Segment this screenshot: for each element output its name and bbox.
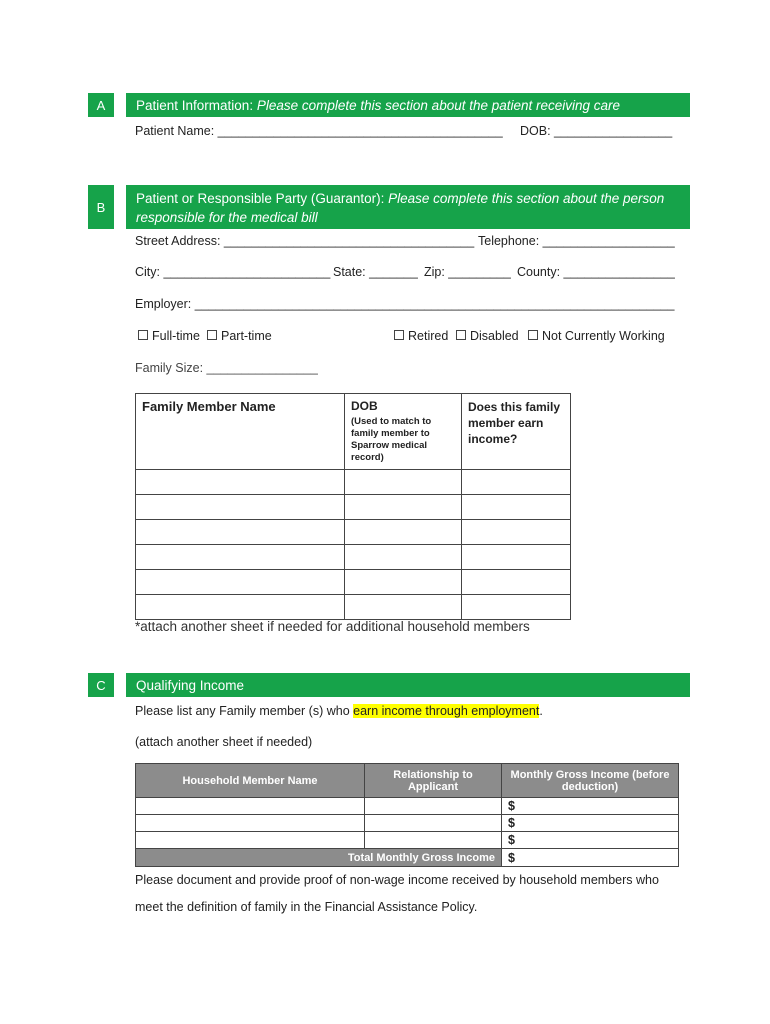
income-name-cell[interactable] <box>136 832 365 849</box>
telephone-field[interactable]: Telephone: ___________________ <box>478 234 675 248</box>
section-c-header <box>126 673 690 697</box>
family-earn-cell[interactable] <box>462 595 571 620</box>
family-name-cell[interactable] <box>136 570 345 595</box>
family-col-earn: Does this family member earn income? <box>462 394 571 470</box>
family-dob-cell[interactable] <box>345 545 462 570</box>
income-name-cell[interactable] <box>136 815 365 832</box>
dollar-sign: $ <box>508 833 515 847</box>
patient-dob-field[interactable]: DOB: _________________ <box>520 124 673 138</box>
income-relationship-cell[interactable] <box>365 815 502 832</box>
family-dob-cell[interactable] <box>345 595 462 620</box>
dollar-sign: $ <box>508 799 515 813</box>
income-name-cell[interactable] <box>136 798 365 815</box>
dollar-sign: $ <box>508 850 515 865</box>
checkbox-parttime[interactable] <box>207 330 217 340</box>
family-name-cell[interactable] <box>136 545 345 570</box>
option-parttime[interactable] <box>207 329 272 343</box>
family-dob-cell[interactable] <box>345 520 462 545</box>
table-row <box>136 545 571 570</box>
section-a-letter: A <box>96 97 106 113</box>
income-relationship-cell[interactable] <box>365 832 502 849</box>
option-not-working[interactable] <box>528 329 665 343</box>
option-not-working-label: Not Currently Working <box>542 329 665 343</box>
income-instruction-text: Please list any Family member (s) who <box>135 704 354 718</box>
income-instruction <box>135 704 543 718</box>
option-retired[interactable] <box>394 329 448 343</box>
street-address-field[interactable]: Street Address: ____________________________________ <box>135 234 475 248</box>
family-dob-cell[interactable] <box>345 470 462 495</box>
income-attach-note: (attach another sheet if needed) <box>135 735 313 749</box>
table-row <box>136 798 679 815</box>
section-b-subtitle-2: responsible for the medical bill <box>136 210 318 225</box>
section-b-marker <box>88 185 114 229</box>
city-field[interactable]: City: ________________________ <box>135 265 331 279</box>
section-a-marker <box>88 93 114 117</box>
table-row <box>136 470 571 495</box>
option-retired-label: Retired <box>408 329 449 343</box>
section-c-letter: C <box>96 677 106 693</box>
family-dob-cell[interactable] <box>345 495 462 520</box>
income-amount-cell[interactable] <box>502 798 679 815</box>
income-col-name: Household Member Name <box>136 764 365 798</box>
table-row <box>136 495 571 520</box>
family-name-cell[interactable] <box>136 495 345 520</box>
family-name-cell[interactable] <box>136 595 345 620</box>
option-fulltime[interactable] <box>138 329 200 343</box>
total-row <box>136 849 679 867</box>
section-c-marker <box>88 673 114 697</box>
section-b-title: Patient or Responsible Party (Guarantor): <box>136 191 385 206</box>
employer-field[interactable]: Employer: _____________________________________________________________________ <box>135 297 675 311</box>
income-col-monthly: Monthly Gross Income (before deduction) <box>502 764 679 798</box>
section-a-header <box>126 93 690 117</box>
family-members-table <box>135 393 571 620</box>
section-c-title: Qualifying Income <box>136 677 245 693</box>
total-amount-cell[interactable] <box>502 849 679 867</box>
section-b-subtitle-1: Please complete this section about the person <box>388 191 665 206</box>
income-instruction-end: . <box>539 704 543 718</box>
income-table <box>135 763 679 867</box>
option-disabled[interactable] <box>456 329 519 343</box>
state-field[interactable]: State: _______ <box>333 265 418 279</box>
total-label-text: Total Monthly Gross Income <box>347 851 495 864</box>
income-instruction-highlight: earn income through employment <box>353 704 540 718</box>
zip-field[interactable]: Zip: _________ <box>424 265 511 279</box>
county-field[interactable]: County: ________________ <box>517 265 675 279</box>
table-row <box>136 570 571 595</box>
family-earn-cell[interactable] <box>462 520 571 545</box>
table-row <box>136 832 679 849</box>
checkbox-disabled[interactable] <box>456 330 466 340</box>
family-earn-cell[interactable] <box>462 470 571 495</box>
section-b-header <box>126 185 690 229</box>
patient-name-field[interactable]: Patient Name: _________________________________________ <box>135 124 503 138</box>
table-row <box>136 520 571 545</box>
family-col-name: Family Member Name <box>136 394 345 470</box>
income-relationship-cell[interactable] <box>365 798 502 815</box>
checkbox-retired[interactable] <box>394 330 404 340</box>
option-parttime-label: Part-time <box>221 329 272 343</box>
family-col-dob <box>345 394 462 470</box>
non-wage-note-2: meet the definition of family in the Financial Assistance Policy. <box>135 900 478 914</box>
table-row <box>136 815 679 832</box>
dollar-sign: $ <box>508 816 515 830</box>
attach-sheet-note: *attach another sheet if needed for additional household members <box>135 619 530 634</box>
family-name-cell[interactable] <box>136 470 345 495</box>
option-fulltime-label: Full-time <box>152 329 200 343</box>
income-col-relationship: Relationship to Applicant <box>365 764 502 798</box>
family-dob-cell[interactable] <box>345 570 462 595</box>
total-label <box>136 849 502 867</box>
family-earn-cell[interactable] <box>462 570 571 595</box>
family-col-dob-title: DOB <box>351 399 378 413</box>
checkbox-fulltime[interactable] <box>138 330 148 340</box>
option-disabled-label: Disabled <box>470 329 519 343</box>
family-col-dob-note: (Used to match to family member to Sparrow medical record) <box>351 416 432 463</box>
family-earn-cell[interactable] <box>462 545 571 570</box>
family-name-cell[interactable] <box>136 520 345 545</box>
section-a-subtitle: Please complete this section about the patient receiving care <box>256 97 621 113</box>
section-b-letter: B <box>96 199 106 215</box>
family-size-field[interactable]: Family Size: ________________ <box>135 361 318 375</box>
checkbox-not-working[interactable] <box>528 330 538 340</box>
family-earn-cell[interactable] <box>462 495 571 520</box>
non-wage-note-1: Please document and provide proof of non-wage income received by household members who <box>135 873 659 887</box>
section-a-title: Patient Information: <box>136 97 254 113</box>
table-row <box>136 595 571 620</box>
income-amount-cell[interactable] <box>502 815 679 832</box>
income-amount-cell[interactable] <box>502 832 679 849</box>
